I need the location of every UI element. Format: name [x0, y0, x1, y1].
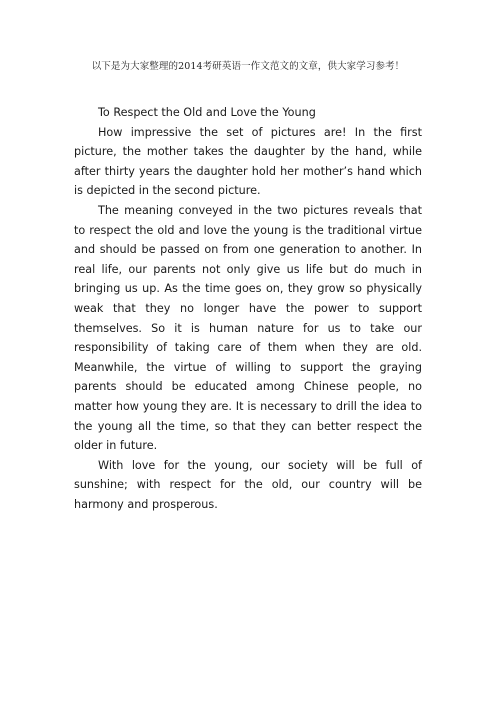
paragraph-2: The meaning conveyed in the two pictures reveals that to respect the old and love the young is the traditional virtue and should be passed on from one generation to another. In real life, our parents not only give us life but do much in bringing us up. As the time goes on, they grow so physically weak that they no longer have the power to support themselves. So it is human nature for us to take our responsibility of taking care of them when they are old. Meanwhile, the virtue of willing to support the graying parents should be educated among Chinese people, no matter how young they are. It is necessary to drill the idea to the young all the time, so that they can better respect the older in future. [74, 203, 422, 453]
paragraph-3: With love for the young, our society will be full of sunshine; with respect for the old, our country will be harmony and prosperous. [74, 458, 422, 511]
paragraph-1: How impressive the set of pictures are! In the first picture, the mother takes the daughter by the hand, while after thirty years the daughter hold her mother’s hand which is depicted in the second picture. [74, 125, 422, 198]
article [74, 103, 422, 514]
header-note: 以下是为大家整理的2014考研英语一作文范文的文章，供大家学习参考！ [91, 61, 405, 72]
article-title: To Respect the Old and Love the Young [98, 106, 316, 119]
